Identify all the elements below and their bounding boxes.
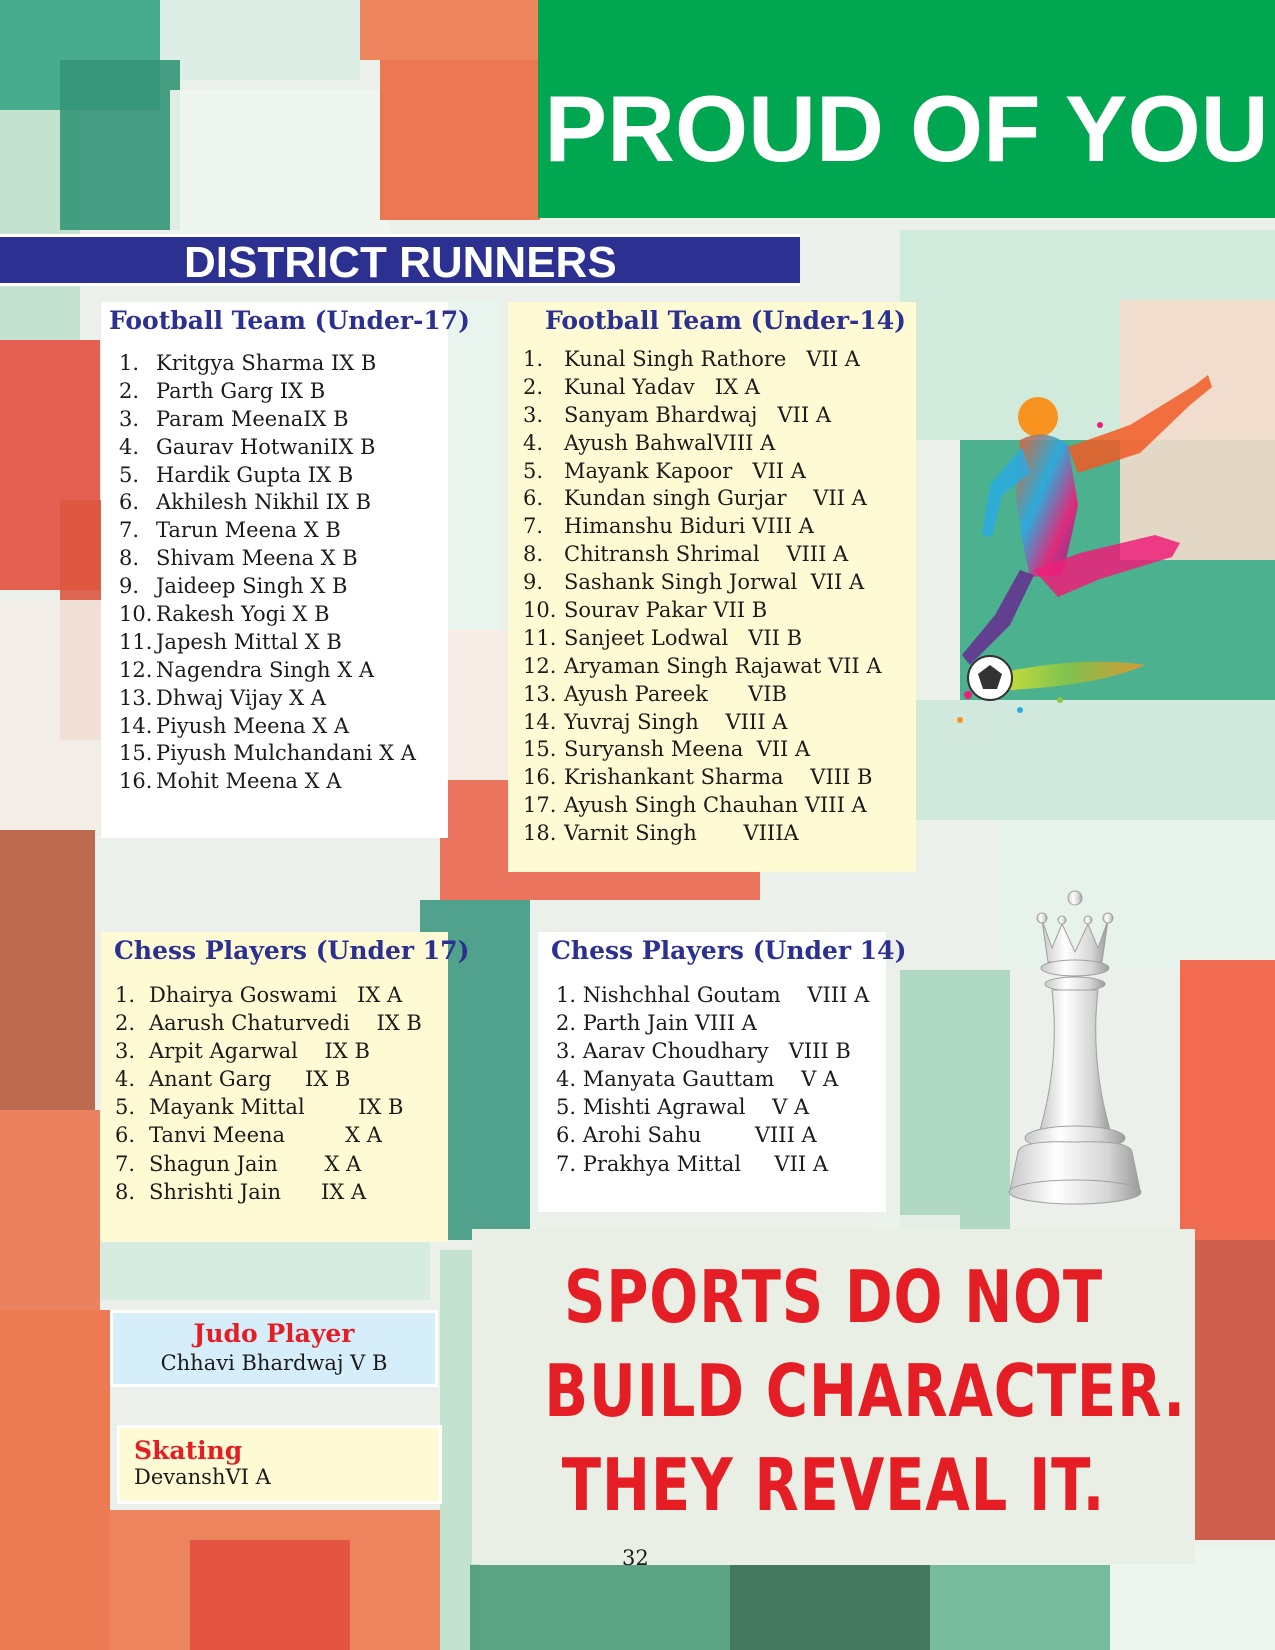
football-under14-row-text: Kundan singh Gurjar VII A (564, 486, 867, 511)
football-under17-row-text: Kritgya Sharma IX B (156, 351, 377, 375)
chess-under17-row-text: Shrishti Jain IX A (149, 1179, 367, 1204)
football-under14-row (523, 597, 882, 625)
football-under14-row-number: 8. (523, 542, 544, 567)
page-title: PROUD OF YOU (544, 76, 1269, 181)
chess-under14-list (556, 981, 869, 1178)
football-under14-box (508, 302, 916, 872)
quote-line-1: SPORTS DO NOT (564, 1255, 1103, 1339)
football-under14-row-text: Mayank Kapoor VII A (564, 458, 806, 483)
football-under17-row-number: 4. (119, 434, 140, 459)
football-under14-row-number: 15. (523, 737, 557, 762)
football-under17-row-text: Nagendra Singh X A (156, 657, 375, 682)
football-under14-row-number: 4. (523, 430, 544, 455)
football-under17-row (119, 406, 416, 434)
football-under14-row (523, 569, 882, 597)
chess-under17-list (115, 981, 422, 1206)
football-under17-box (101, 302, 471, 838)
football-under14-row (523, 709, 882, 737)
chess-under17-row-text: Dhairya Goswami IX A (149, 983, 403, 1007)
football-under14-row-text: Ayush BahwalVIII A (564, 430, 776, 455)
chess-under17-row-number: 8. (115, 1179, 136, 1204)
football-under14-row (523, 736, 882, 764)
football-under17-row-number: 13. (119, 685, 153, 710)
football-under17-row (119, 517, 416, 545)
football-under14-row-number: 16. (523, 765, 557, 790)
football-under14-row-text: Kunal Yadav IX A (564, 374, 760, 399)
chess-under17-row-number: 5. (115, 1095, 136, 1120)
football-under17-row (119, 434, 416, 462)
football-under14-row-number: 6. (523, 486, 544, 511)
chess-under17-row (115, 1037, 422, 1065)
football-under14-row-number: 18. (523, 821, 557, 846)
quote-line-3: THEY REVEAL IT. (561, 1443, 1106, 1527)
title-banner (538, 0, 1275, 218)
chess-under17-row (115, 1178, 422, 1206)
football-under17-row (119, 573, 416, 601)
football-under14-row-text: Yuvraj Singh VIII A (564, 709, 788, 734)
chess-under17-row (115, 1093, 422, 1121)
chess-under17-row-text: Aarush Chaturvedi IX B (149, 1011, 422, 1036)
football-under17-row-text: Parth Garg IX B (156, 378, 326, 403)
football-under17-row-number: 6. (119, 490, 140, 515)
football-under17-row-number: 10. (119, 602, 153, 627)
football-under14-row-text: Kunal Singh Rathore VII A (564, 347, 860, 371)
chess-queen-icon (990, 890, 1160, 1220)
football-under17-row-text: Shivam Meena X B (156, 546, 358, 571)
judo-player-name: Chhavi Bhardwaj V B (160, 1351, 388, 1375)
football-under17-list (119, 350, 416, 796)
football-under17-row-number: 8. (119, 546, 140, 571)
football-under17-title: Football Team (Under-17) (109, 306, 471, 335)
football-under14-row (523, 625, 882, 653)
football-under14-row (523, 374, 882, 402)
chess-under17-row-number: 1. (115, 983, 136, 1007)
football-under14-row-number: 2. (523, 374, 544, 399)
football-under14-row-number: 9. (523, 570, 544, 595)
chess-under17-row (115, 1065, 422, 1093)
football-under17-row-text: Rakesh Yogi X B (156, 602, 330, 627)
football-under17-row (119, 713, 416, 741)
football-under17-row (119, 350, 416, 378)
chess-under14-title: Chess Players (Under 14) (551, 936, 907, 965)
quote-line-2: BUILD CHARACTER. (544, 1349, 1186, 1433)
football-under14-row (523, 820, 882, 848)
football-under14-row-number: 1. (523, 347, 544, 371)
football-under17-row-text: Japesh Mittal X B (156, 629, 342, 654)
football-under14-row (523, 430, 882, 458)
district-runners-banner (0, 234, 800, 286)
football-under17-row (119, 489, 416, 517)
chess-under17-title: Chess Players (Under 17) (114, 936, 470, 965)
football-under14-row (523, 458, 882, 486)
football-under14-row (523, 346, 882, 374)
chess-under14-row: 1. Nishchhal Goutam VIII A (556, 983, 870, 1007)
chess-under14-row: 5. Mishti Agrawal V A (556, 1095, 810, 1120)
football-under14-row-number: 3. (523, 402, 544, 427)
football-under17-row-text: Piyush Meena X A (156, 713, 350, 738)
chess-under17-box (101, 932, 470, 1242)
football-under17-row-text: Param MeenaIX B (156, 406, 349, 431)
football-under17-row-number: 14. (119, 713, 153, 738)
chess-under17-row-text: Mayank Mittal IX B (149, 1095, 404, 1120)
chess-under14-row: 2. Parth Jain VIII A (556, 1011, 757, 1036)
football-under17-row-text: Tarun Meena X B (156, 518, 341, 543)
chess-under14-box (538, 932, 907, 1212)
chess-under14-row: 3. Aarav Choudhary VIII B (556, 1039, 851, 1064)
football-under17-row (119, 462, 416, 490)
chess-under17-row-text: Tanvi Meena X A (149, 1123, 382, 1148)
football-under14-row-text: Himanshu Biduri VIII A (564, 514, 814, 539)
football-under14-row (523, 485, 882, 513)
chess-under14-row: 7. Prakhya Mittal VII A (556, 1151, 829, 1176)
football-under14-row-number: 10. (523, 598, 557, 623)
football-under14-row-number: 5. (523, 458, 544, 483)
football-under14-row-text: Ayush Pareek VIB (564, 681, 787, 706)
chess-under17-row-number: 3. (115, 1039, 136, 1064)
chess-under17-row (115, 981, 422, 1009)
football-under17-row-number: 9. (119, 574, 140, 599)
football-under14-row-text: Varnit Singh VIIIA (564, 821, 799, 846)
football-under17-row (119, 545, 416, 573)
football-under14-row-text: Krishankant Sharma VIII B (564, 765, 873, 790)
football-under14-row-text: Chitransh Shrimal VIII A (564, 542, 849, 567)
football-under17-row-number: 11. (119, 629, 153, 654)
football-under17-row (119, 629, 416, 657)
skating-box (117, 1425, 442, 1504)
chess-under14-row: 6. Arohi Sahu VIII A (556, 1123, 817, 1148)
football-under17-row-number: 7. (119, 518, 140, 543)
chess-under17-row (115, 1150, 422, 1178)
football-under14-row (523, 402, 882, 430)
football-under17-row (119, 685, 416, 713)
section-heading: DISTRICT RUNNERS (184, 238, 617, 287)
judo-player-title: Judo Player (193, 1319, 355, 1348)
football-under17-row-number: 12. (119, 657, 153, 682)
chess-under14-row: 4. Manyata Gauttam V A (556, 1067, 839, 1092)
football-under14-row-text: Sanjeet Lodwal VII B (564, 625, 803, 650)
football-under17-row-text: Gaurav HotwaniIX B (156, 434, 376, 459)
football-under14-row (523, 681, 882, 709)
skating-name: DevanshVI A (134, 1465, 271, 1489)
football-under17-row (119, 768, 416, 796)
football-under14-row-number: 17. (523, 793, 557, 818)
football-under14-row-text: Suryansh Meena VII A (564, 737, 811, 762)
chess-under17-row-number: 6. (115, 1123, 136, 1148)
football-under14-row (523, 653, 882, 681)
chess-under17-row (115, 1121, 422, 1149)
chess-under17-row-text: Anant Garg IX B (149, 1067, 351, 1092)
football-under17-row-text: Mohit Meena X A (156, 769, 342, 794)
football-under14-row (523, 541, 882, 569)
chess-under17-row-text: Shagun Jain X A (149, 1151, 362, 1176)
football-under14-row-text: Sashank Singh Jorwal VII A (564, 570, 865, 595)
football-under14-row (523, 513, 882, 541)
chess-under17-row-number: 4. (115, 1067, 136, 1092)
football-under14-row-number: 11. (523, 625, 557, 650)
judo-player-box (110, 1310, 438, 1387)
football-under14-row-number: 14. (523, 709, 557, 734)
football-under17-row-number: 3. (119, 406, 140, 431)
chess-under17-row-number: 7. (115, 1151, 136, 1176)
quote-box (472, 1229, 1195, 1564)
chess-under17-row (115, 1009, 422, 1037)
football-under17-row-number: 2. (119, 378, 140, 403)
football-under14-row-text: Ayush Singh Chauhan VIII A (564, 793, 867, 818)
football-under14-row-number: 13. (523, 681, 557, 706)
chess-under17-row-text: Arpit Agarwal IX B (149, 1039, 370, 1064)
football-under14-row (523, 764, 882, 792)
football-under17-row-number: 1. (119, 351, 140, 375)
football-under17-row (119, 657, 416, 685)
football-under17-row-text: Akhilesh Nikhil IX B (156, 490, 372, 515)
football-under17-row-text: Hardik Gupta IX B (156, 462, 354, 487)
football-under17-row-text: Dhwaj Vijay X A (156, 685, 326, 710)
football-under14-title: Football Team (Under-14) (545, 306, 907, 335)
football-under14-row (523, 792, 882, 820)
skating-title: Skating (134, 1436, 243, 1465)
football-under17-row (119, 378, 416, 406)
page-number: 32 (622, 1546, 649, 1570)
football-under17-row (119, 601, 416, 629)
footballer-splash-illustration (950, 365, 1260, 795)
football-under14-row-number: 7. (523, 514, 544, 539)
football-under14-row-text: Aryaman Singh Rajawat VII A (564, 653, 882, 678)
football-under14-row-number: 12. (523, 653, 557, 678)
football-under17-row-number: 15. (119, 741, 153, 766)
football-under17-row-text: Piyush Mulchandani X A (156, 741, 416, 766)
chess-under17-row-number: 2. (115, 1011, 136, 1036)
football-under17-row-text: Jaideep Singh X B (156, 574, 348, 599)
football-under14-list (523, 346, 882, 848)
football-under17-row-number: 16. (119, 769, 153, 794)
football-under17-row (119, 740, 416, 768)
football-under14-row-text: Sanyam Bhardwaj VII A (564, 402, 831, 427)
football-under14-row-text: Sourav Pakar VII B (564, 598, 768, 623)
football-under17-row-number: 5. (119, 462, 140, 487)
